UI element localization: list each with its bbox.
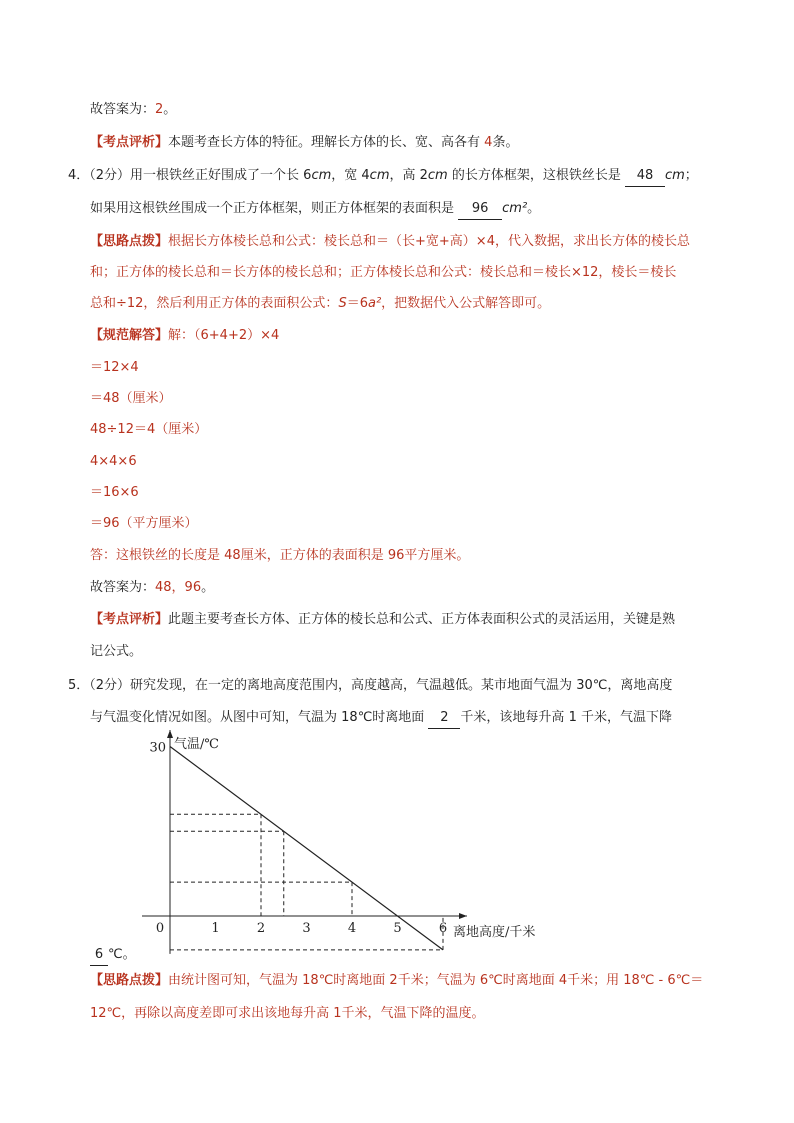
text: 如果用这根铁丝围成一个正方体框架，则正方体框架的表面积是 xyxy=(90,201,459,216)
hint-text: 由统计图可知，气温为 18℃时离地面 2千米；气温为 6℃时离地面 4千米；用 18℃ - 6℃＝ xyxy=(168,973,704,988)
question-4-text: 4．（2分）用一根铁丝正好围成了一个长 6 xyxy=(68,168,312,183)
hint-text: 总和÷12，然后利用正方体的表面积公式： xyxy=(90,296,339,311)
chart-labels xyxy=(149,737,535,940)
text: 千米，气温下降 xyxy=(576,710,672,725)
punct: 。 xyxy=(163,102,177,117)
solution-unit: （平方厘米） xyxy=(119,516,198,531)
unit: cm xyxy=(311,168,332,183)
solution-line-6 xyxy=(90,483,139,503)
y-axis-label: 气温/℃ xyxy=(174,737,219,752)
solution-text: 解：（6+4+2）×4 xyxy=(168,328,280,343)
number: 1 xyxy=(568,710,577,725)
solution-text: 4×4×6 xyxy=(90,454,137,469)
analysis-text: 记公式。 xyxy=(90,644,143,659)
answer-blank-2: 2 xyxy=(428,708,460,729)
question-5-text: 5．（2分）研究发现，在一定的离地高度范围内，高度越高，气温越低。某市地面气温为 xyxy=(68,678,577,693)
answer-line-3 xyxy=(90,100,176,120)
question-5-line-3 xyxy=(90,945,136,966)
solution-line-2 xyxy=(90,358,139,378)
number: 96 xyxy=(387,548,405,563)
y-axis-arrow xyxy=(167,730,173,738)
answer-blank-6: 6 xyxy=(90,945,108,966)
x-axis-label: 离地高度/千米 xyxy=(453,925,536,940)
analysis-line-3 xyxy=(90,133,518,153)
solution-line-4 xyxy=(90,420,207,440)
hint-text: 和；正方体的棱长总和＝长方体的棱长总和；正方体棱长总和公式：棱长总和＝棱长×12，棱长＝棱长 xyxy=(90,265,677,280)
analysis-text: 本题考查长方体的特征。理解长方体的长、宽、高各有 xyxy=(168,135,485,150)
text: 平方厘米。 xyxy=(404,548,470,563)
question-4-line-1 xyxy=(68,166,698,187)
text: ℃，离地高度 xyxy=(592,678,673,693)
number: 48 xyxy=(224,548,241,563)
chart-series xyxy=(170,747,443,950)
series-line xyxy=(170,747,443,950)
solution-text: 48÷12＝4 xyxy=(90,422,156,437)
analysis-tag: 【考点评析】 xyxy=(90,612,169,627)
question-5-line-2 xyxy=(90,708,672,729)
solution-line-7 xyxy=(90,514,198,534)
analysis-line-4b xyxy=(90,642,142,662)
hint-line-2 xyxy=(90,263,676,283)
answer-blank-96: 96 xyxy=(458,199,502,220)
text: ，高 2 xyxy=(389,168,428,183)
hint-text: 根据长方体棱长总和公式：棱长总和＝（长+宽+高）×4，代入数据，求出长方体的棱长总 xyxy=(168,234,690,249)
hint-text: ，把数据代入公式解答即可。 xyxy=(381,296,551,311)
temperature-altitude-chart xyxy=(140,728,560,960)
solution-line-3 xyxy=(90,389,172,409)
solution-text: ＝16×6 xyxy=(90,485,139,500)
analysis-text-end: 条。 xyxy=(492,135,519,150)
hint-tag: 【思路点拨】 xyxy=(90,973,169,988)
formula-symbol: S xyxy=(338,296,347,311)
unit: cm xyxy=(664,168,685,183)
solution-text: ＝96 xyxy=(90,516,120,531)
solution-unit: （厘米） xyxy=(119,391,172,406)
x-tick-label-0: 0 xyxy=(155,921,165,936)
y-tick-label-30: 30 xyxy=(149,740,166,756)
punct: ； xyxy=(684,168,698,183)
hint-line-1 xyxy=(90,232,690,252)
hint-line-3 xyxy=(90,294,550,314)
text: 答：这根铁丝的长度是 xyxy=(90,548,225,563)
answer-blank-48: 48 xyxy=(625,166,665,187)
answer-label: 故答案为： xyxy=(90,102,156,117)
text: ℃。 xyxy=(108,947,136,962)
punct: 。 xyxy=(201,580,215,595)
solution-unit: （厘米） xyxy=(155,422,208,437)
answer-value: 48，96 xyxy=(155,580,202,595)
x-axis-arrow xyxy=(459,913,467,919)
text: 的长方体框架，这根铁丝长是 xyxy=(447,168,625,183)
text: ℃时离地面 xyxy=(357,710,429,725)
x-tick-label-6: 6 xyxy=(438,921,448,936)
solution-line-5 xyxy=(90,452,137,472)
hint-5-line-2 xyxy=(90,1004,485,1024)
x-tick-label-4: 4 xyxy=(347,921,357,936)
answer-line-4 xyxy=(90,578,214,598)
formula-text: ＝6 xyxy=(346,296,368,311)
solution-text: ＝12×4 xyxy=(90,360,139,375)
unit: cm² xyxy=(502,201,528,216)
unit: cm xyxy=(369,168,390,183)
x-tick-label-2: 2 xyxy=(256,921,266,936)
solution-text: ＝48 xyxy=(90,391,120,406)
x-tick-label-3: 3 xyxy=(302,921,311,936)
answer-value: 2 xyxy=(155,102,164,117)
question-5-line-1 xyxy=(68,676,672,696)
analysis-tag: 【考点评析】 xyxy=(90,135,169,150)
x-tick-label-5: 5 xyxy=(393,921,402,936)
text: 厘米，正方体的表面积是 xyxy=(240,548,388,563)
number: 30 xyxy=(576,678,593,693)
analysis-number: 4 xyxy=(484,135,493,150)
analysis-line-4a xyxy=(90,610,675,630)
text: 与气温变化情况如图。从图中可知，气温为 xyxy=(90,710,342,725)
unit: cm xyxy=(427,168,448,183)
solution-answer-line xyxy=(90,546,469,566)
hint-5-line-1 xyxy=(90,971,703,991)
text: 千米，该地每升高 xyxy=(460,710,569,725)
text: ，宽 4 xyxy=(331,168,370,183)
solution-line-1 xyxy=(90,326,279,346)
hint-text: 12℃，再除以高度差即可求出该地每升高 1千米，气温下降的温度。 xyxy=(90,1006,485,1021)
question-4-line-2 xyxy=(90,199,540,220)
number: 18 xyxy=(341,710,358,725)
formula-symbol: a² xyxy=(367,296,382,311)
solution-tag: 【规范解答】 xyxy=(90,328,169,343)
punct: 。 xyxy=(527,201,541,216)
x-tick-label-1: 1 xyxy=(211,921,220,936)
analysis-text: 此题主要考查长方体、正方体的棱长总和公式、正方体表面积公式的灵活运用，关键是熟 xyxy=(168,612,676,627)
answer-label: 故答案为： xyxy=(90,580,156,595)
hint-tag: 【思路点拨】 xyxy=(90,234,169,249)
